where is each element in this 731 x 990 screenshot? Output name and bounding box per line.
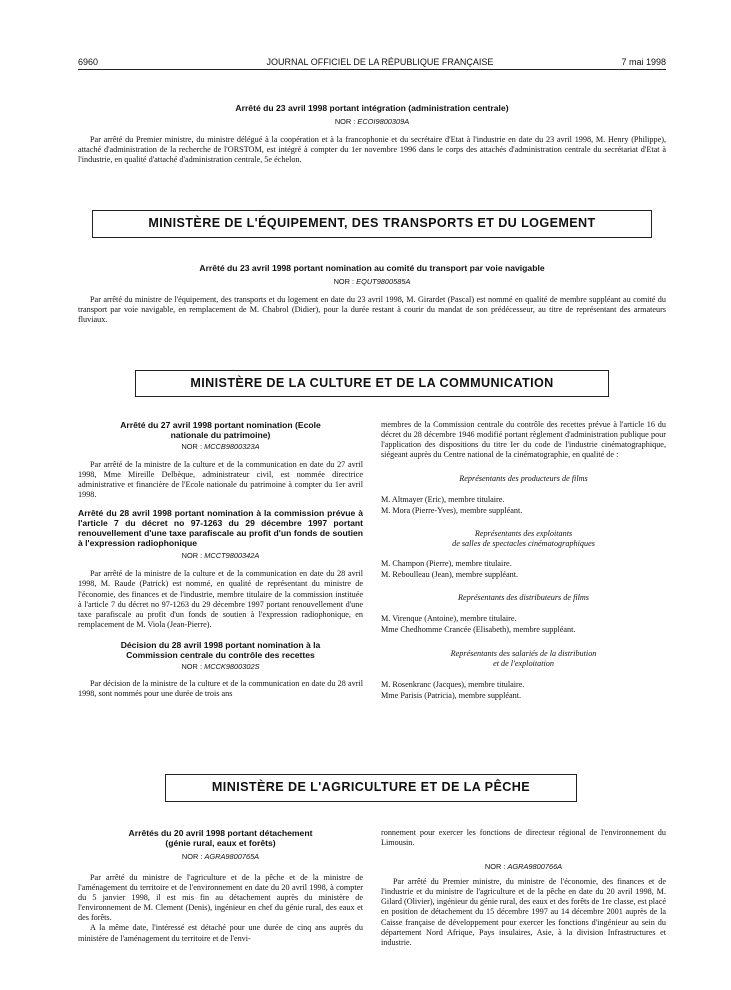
nor-label: NOR : bbox=[181, 551, 203, 561]
nor-code: ECOI9800309A bbox=[357, 117, 410, 126]
list-item: M. Mora (Pierre-Yves), membre suppléant. bbox=[381, 506, 523, 516]
nor-reference bbox=[78, 551, 363, 560]
article-body: membres de la Commission centrale du contrôle des recettes prévue à l'article 16 du décret du 28 décembre 1946 modifié portant règlement d'administration publique pour l'application des dispositions du titre Ier du code de l'industrie cinématographique, siégeant auprès du Centre national de la cinématographie, en qualité de : bbox=[381, 420, 666, 460]
article-body: Par arrêté de la ministre de la culture et de la communication en date du 28 avril 1998, M. Raude (Patrick) est nommé, en qualité de représentant du ministre de l'économie, des finances et de l'industrie, membre titulaire de la commission instituée à l'article 7 du décret no 97-1263 du 29 décembre 1997 portant renouvellement d'une taxe parafiscale au profit d'un fonds de soutien à l'expression radiophonique, en remplacement de M. Viola (Jean-Pierre). bbox=[78, 569, 363, 629]
nor-reference bbox=[78, 442, 363, 451]
culture-right-column bbox=[381, 420, 666, 701]
ministry-heading-equipement: MINISTÈRE DE L'ÉQUIPEMENT, DES TRANSPORTS ET DU LOGEMENT bbox=[92, 210, 652, 238]
group-heading-line: de salles de spectacles cinématographiques bbox=[452, 539, 595, 549]
nor-reference bbox=[381, 862, 666, 871]
agriculture-left-column bbox=[78, 828, 363, 944]
list-item: Mme Parisis (Patricia), membre suppléant. bbox=[381, 691, 522, 701]
article-body: A la même date, l'intéressé est détaché pour une durée de cinq ans auprès du ministère de l'aménagement du territoire et de l'envi- bbox=[78, 923, 363, 943]
article-body: Par arrêté du Premier ministre, du ministre de l'économie, des finances et de l'industrie et du ministre de l'agriculture et de la pêche en date du 20 avril 1998, M. Gilard (Olivier), ingénieur du génie rural, des eaux et des forêts de 1re classe, est placé en position de détachement du 15 décembre 1997 au 14 décembre 2001 auprès de la Caisse française de développement pour exercer les fonctions d'ingénieur au sein du département Nord Afrique, Pays insulaires, Asie, à la division Infrastructures et industrie. bbox=[381, 877, 666, 947]
nor-code: MCCK9800302S bbox=[204, 661, 260, 671]
nor-label: NOR : bbox=[181, 852, 203, 861]
ministry-heading-culture: MINISTÈRE DE LA CULTURE ET DE LA COMMUNICATION bbox=[135, 370, 609, 397]
nor-reference bbox=[78, 277, 666, 286]
article-body: Par arrêté du ministre de l'équipement, des transports et du logement en date du 23 avril 1998, M. Girardet (Pascal) est nommé en qualité de membre suppléant au comité du transport par voie navigable, en remplacement de M. Chabrol (Didier), pour la durée restant à courir du mandat de son prédécesseur, au titre de représentant des armateurs fluviaux. bbox=[78, 295, 666, 325]
article-title: Arrêté du 27 avril 1998 portant nomination (Ecole nationale du patrimoine) bbox=[120, 420, 321, 440]
group-heading: Représentants des producteurs de films bbox=[459, 474, 588, 484]
article-title: Décision du 28 avril 1998 portant nomination à la Commission centrale du contrôle des recettes bbox=[120, 639, 321, 660]
article-title: Arrêté du 28 avril 1998 portant nomination à la commission prévue à l'article 7 du décret no 97-1263 du 29 décembre 1997 portant renouvellement d'une taxe parafiscale au profit d'un fonds de soutien à l'expression radiophonique bbox=[78, 508, 363, 549]
nor-label: NOR : bbox=[181, 661, 202, 671]
list-item: M. Rosenkranc (Jacques), membre titulaire. bbox=[381, 680, 525, 690]
list-item: M. Reboulleau (Jean), membre suppléant. bbox=[381, 570, 519, 580]
article-body: Par décision de la ministre de la culture et de la communication en date du 28 avril 1998, sont nommés pour une durée de trois ans bbox=[78, 678, 363, 699]
list-item: Mme Chedhomme Crancée (Elisabeth), membre suppléant. bbox=[381, 625, 576, 635]
article-body: Par arrêté du Premier ministre, du ministre délégué à la coopération et à la francophonie et du secrétaire d'Etat à l'industrie en date du 23 avril 1998, M. Henry (Philippe), attaché d'administration de la recherche de l'ORSTOM, est intégré à compter du 1er novembre 1996 dans le corps des attachés d'administration centrale du secrétariat d'Etat à l'industrie, en qualité d'attaché d'administration centrale, 5e échelon. bbox=[78, 135, 666, 165]
nor-label: NOR : bbox=[484, 862, 506, 872]
list-item: M. Champon (Pierre), membre titulaire. bbox=[381, 559, 512, 569]
article-title: Arrêté du 23 avril 1998 portant intégration (administration centrale) bbox=[235, 103, 509, 113]
issue-date: 7 mai 1998 bbox=[621, 57, 666, 67]
group-heading-line: et de l'exploitation bbox=[493, 659, 554, 669]
group-heading-line: Représentants des exploitants bbox=[474, 529, 573, 539]
nor-reference bbox=[78, 662, 363, 671]
group-heading-line: Représentants des salariés de la distribution bbox=[450, 649, 597, 659]
nor-label: NOR : bbox=[333, 277, 355, 286]
nor-code: EQUT9800585A bbox=[356, 277, 411, 286]
article-title: Arrêtés du 20 avril 1998 portant détachement (génie rural, eaux et forêts) bbox=[128, 828, 313, 848]
article-body: ronnement pour exercer les fonctions de directeur régional de l'environnement du Limousin. bbox=[381, 828, 666, 848]
nor-code: AGRA9800765A bbox=[204, 852, 260, 861]
page-number: 6960 bbox=[78, 57, 99, 67]
journal-title: JOURNAL OFFICIEL DE LA RÉPUBLIQUE FRANÇAISE bbox=[266, 57, 494, 67]
list-item: M. Altmayer (Eric), membre titulaire. bbox=[381, 495, 505, 505]
culture-left-column bbox=[78, 420, 363, 699]
nor-label: NOR : bbox=[181, 442, 202, 451]
group-heading bbox=[381, 649, 666, 669]
article-title: Arrêté du 23 avril 1998 portant nomination au comité du transport par voie navigable bbox=[199, 263, 545, 273]
nor-code: AGRA9800766A bbox=[507, 862, 563, 872]
list-item: M. Virenque (Antoine), membre titulaire. bbox=[381, 614, 517, 624]
group-heading: Représentants des distributeurs de films bbox=[458, 593, 589, 603]
agriculture-right-column bbox=[381, 828, 666, 948]
header-rule bbox=[78, 69, 666, 70]
group-heading bbox=[381, 529, 666, 549]
article-body: Par arrêté de la ministre de la culture et de la communication en date du 27 avril 1998, Mme Mireille Delbèque, administrateur civil, est nommée directrice administrative et financière de l'Ecole nationale du patrimoine à compter du 1er avril 1998. bbox=[78, 460, 363, 500]
article-body: Par arrêté du ministre de l'agriculture et de la pêche et de la ministre de l'aménagement du territoire et de l'environnement en date du 20 avril 1998, à compter du 5 janvier 1998, il est mis fin au détachement auprès du ministère de l'environnement de M. Clement (Denis), ingénieur en chef du génie rural, des eaux et des forêts. bbox=[78, 873, 363, 923]
nor-code: MCCB9800323A bbox=[204, 442, 260, 451]
nor-code: MCCT9800342A bbox=[204, 551, 260, 561]
nor-reference bbox=[78, 117, 666, 126]
ministry-heading-agriculture: MINISTÈRE DE L'AGRICULTURE ET DE LA PÊCHE bbox=[165, 774, 577, 802]
nor-label: NOR : bbox=[334, 117, 356, 126]
nor-reference bbox=[78, 852, 363, 861]
